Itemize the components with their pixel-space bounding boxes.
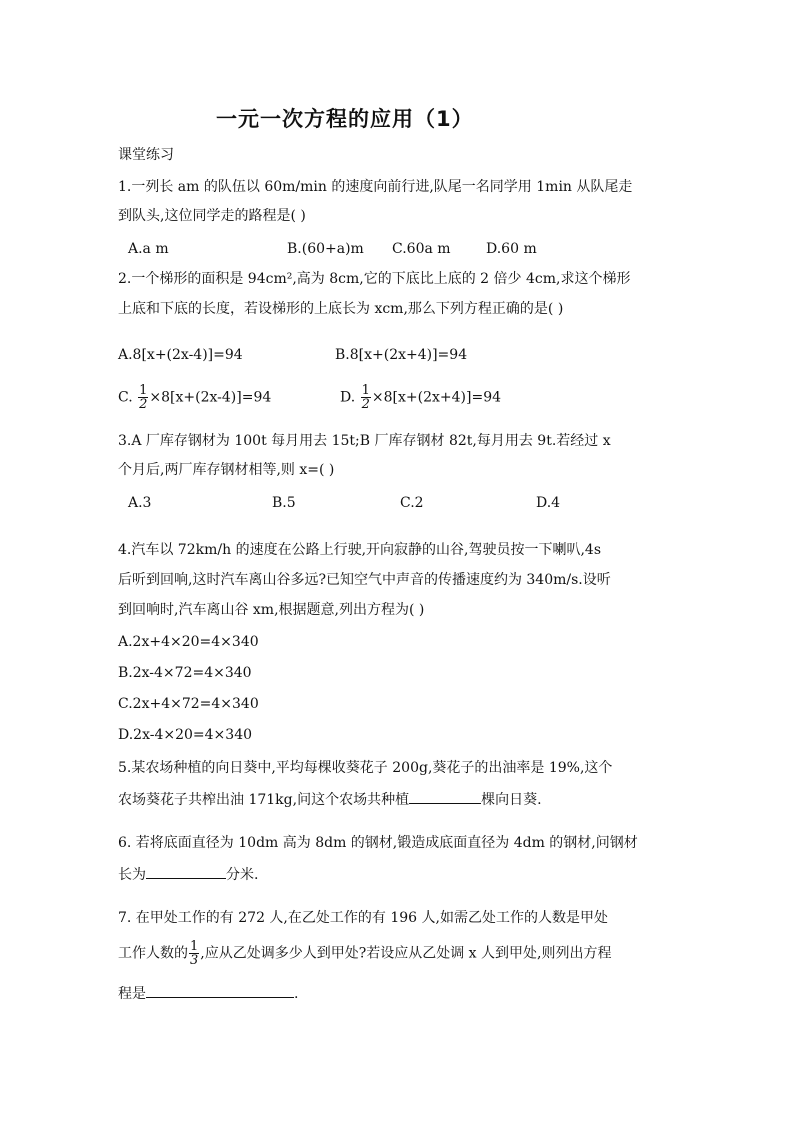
q5-answer-blank <box>409 789 481 804</box>
q2-option-c-fraction <box>138 384 148 411</box>
q2-option-d-expression: ×8[x+(2x+4)]=94 <box>371 389 502 406</box>
page-title: 一元一次方程的应用（1） <box>216 107 474 131</box>
q5-stem-line2 <box>118 789 542 809</box>
fraction-numerator: 1 <box>190 939 199 954</box>
q5-text-after-blank: 棵向日葵. <box>481 792 542 808</box>
q6-stem-line1: 6. 若将底面直径为 10dm 高为 8dm 的钢材,锻造成底面直径为 4dm 的钢材,问钢材 <box>118 835 638 851</box>
q4-option-b: B.2x-4×72=4×340 <box>118 665 252 681</box>
q7-stem-line3 <box>118 983 298 1003</box>
q1-option-d: D.60 m <box>486 241 537 257</box>
q1-stem-line1: 1.一列长 am 的队伍以 60m/min 的速度向前行进,队尾一名同学用 1min 从队尾走 <box>118 179 633 195</box>
q2-option-d <box>340 384 501 411</box>
q1-option-c: C.60a m <box>392 241 451 257</box>
q1-option-a: A.a m <box>128 241 169 257</box>
q2-option-d-fraction <box>361 384 371 411</box>
q2-stem-line2: 上底和下底的长度，若设梯形的上底长为 xcm,那么下列方程正确的是( ) <box>118 301 564 317</box>
q3-stem-line2: 个月后,两厂库存钢材相等,则 x=( ) <box>118 462 335 478</box>
q6-text-after-blank: 分米. <box>226 867 259 883</box>
q6-text-before-blank: 长为 <box>118 867 146 883</box>
q3-stem-line1: 3.A 厂库存钢材为 100t 每月用去 15t;B 厂库存钢材 82t,每月用去 9t.若经过 x <box>118 433 611 449</box>
q4-option-d: D.2x-4×20=4×340 <box>118 727 253 743</box>
fraction-numerator: 1 <box>361 383 370 398</box>
q5-text-before-blank: 农场葵花子共榨出油 171kg,问这个农场共种植 <box>118 792 410 808</box>
q1-option-b: B.(60+a)m <box>287 241 364 257</box>
fraction-denominator: 2 <box>139 397 148 412</box>
q4-stem-line3: 到回响时,汽车离山谷 xm,根据题意,列出方程为( ) <box>118 602 425 618</box>
section-heading: 课堂练习 <box>118 147 174 163</box>
q7-fraction <box>189 940 199 967</box>
q2-stem-line1: 2.一个梯形的面积是 94cm²,高为 8cm,它的下底比上底的 2 倍少 4cm,求这个梯形 <box>118 271 631 287</box>
q2-option-c-expression: ×8[x+(2x-4)]=94 <box>149 389 272 406</box>
q7-text-after-blank: . <box>294 986 299 1002</box>
q4-option-a: A.2x+4×20=4×340 <box>118 634 259 650</box>
q1-stem-line2: 到队头,这位同学走的路程是( ) <box>118 208 306 224</box>
fraction-denominator: 2 <box>361 397 370 412</box>
q6-answer-blank <box>146 864 226 879</box>
q6-stem-line2 <box>118 864 258 884</box>
fraction-denominator: 3 <box>190 953 199 968</box>
q2-option-b: B.8[x+(2x+4)]=94 <box>335 347 468 363</box>
q3-option-a: A.3 <box>128 495 152 511</box>
q7-text-before-fraction: 工作人数的 <box>118 945 188 962</box>
q4-stem-line2: 后听到回响,这时汽车离山谷多远?已知空气中声音的传播速度约为 340m/s.设听 <box>118 572 611 588</box>
q2-option-d-prefix: D. <box>340 389 356 406</box>
q7-answer-blank <box>146 983 294 998</box>
q3-option-c: C.2 <box>400 495 424 511</box>
fraction-numerator: 1 <box>139 383 148 398</box>
q7-text-after-fraction: ,应从乙处调多少人到甲处?若设应从乙处调 x 人到甲处,则列出方程 <box>200 945 612 962</box>
q4-stem-line1: 4.汽车以 72km/h 的速度在公路上行驶,开向寂静的山谷,驾驶员按一下喇叭,4s <box>118 542 602 558</box>
q2-option-a: A.8[x+(2x-4)]=94 <box>118 347 243 363</box>
q7-stem-line2 <box>118 940 611 967</box>
q5-stem-line1: 5.某农场种植的向日葵中,平均每棵收葵花子 200g,葵花子的出油率是 19%,这个 <box>118 760 613 776</box>
q2-option-c-prefix: C. <box>118 389 133 406</box>
q3-option-d: D.4 <box>536 495 561 511</box>
q4-option-c: C.2x+4×72=4×340 <box>118 696 259 712</box>
q7-text-before-blank: 程是 <box>118 986 146 1002</box>
q7-stem-line1: 7. 在甲处工作的有 272 人,在乙处工作的有 196 人,如需乙处工作的人数是甲处 <box>118 910 608 926</box>
q3-option-b: B.5 <box>272 495 296 511</box>
q2-option-c <box>118 384 271 411</box>
